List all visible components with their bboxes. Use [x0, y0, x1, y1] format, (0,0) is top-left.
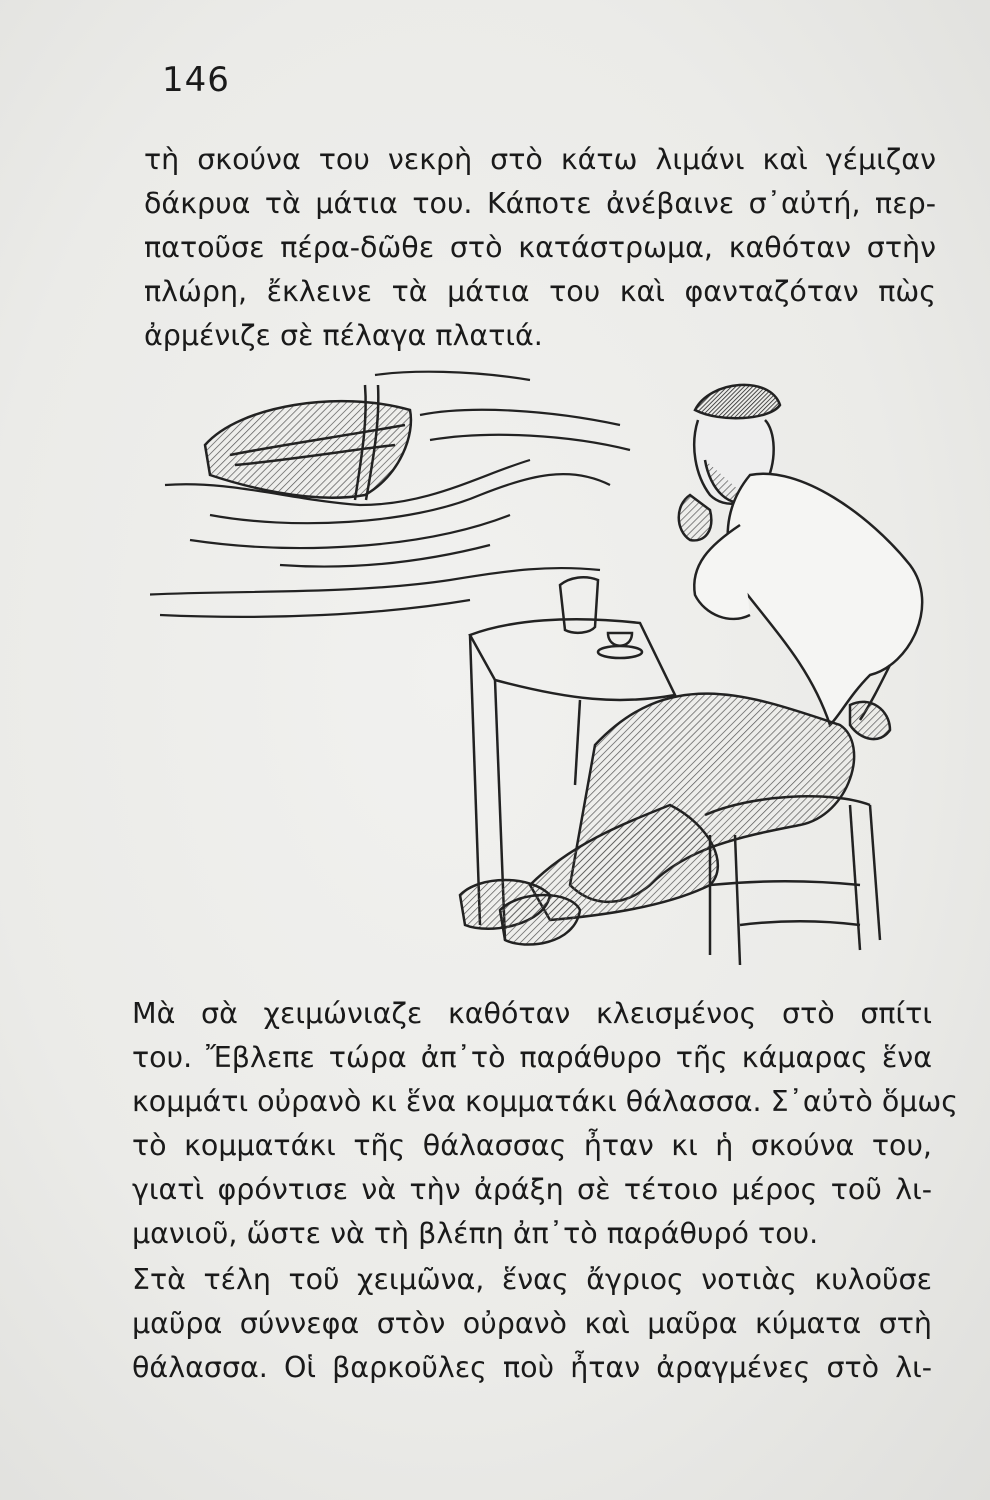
text-line: κομμάτι οὐρανὸ κι ἕνα κομματάκι θάλασσα. Σ᾿αὐτὸ ὅμως	[132, 1085, 959, 1118]
text-line: πατοῦσε πέρα-δῶθε στὸ κατάστρωμα, καθόταν στὴν	[144, 231, 936, 264]
illustration-old-sailor	[150, 365, 950, 975]
text-line: ἀρμένιζε σὲ πέλαγα πλατιά.	[144, 319, 543, 352]
text-line: μανιοῦ, ὥστε νὰ τὴ βλέπη ἀπ᾿τὸ παράθυρό του.	[132, 1217, 819, 1250]
text-line: Μὰ σὰ χειμώνιαζε καθόταν κλεισμένος στὸ σπίτι	[132, 997, 932, 1030]
paragraph-top	[144, 138, 936, 358]
text-line: δάκρυα τὰ μάτια του. Κάποτε ἀνέβαινε σ᾿αὐτή, περ-	[144, 187, 936, 220]
text-line: τὸ κομματάκι τῆς θάλασσας ἦταν κι ἡ σκούνα του,	[132, 1129, 932, 1162]
text-line: τὴ σκούνα του νεκρὴ στὸ κάτω λιμάνι καὶ γέμιζαν	[144, 143, 936, 176]
text-line: του. Ἔβλεπε τώρα ἀπ᾿τὸ παράθυρο τῆς κάμαρας ἕνα	[132, 1041, 932, 1074]
text-line: πλώρη, ἔκλεινε τὰ μάτια του καὶ φανταζόταν πὼς	[144, 275, 936, 308]
text-line: θάλασσα. Οἱ βαρκοῦλες ποὺ ἦταν ἀραγμένες στὸ λι-	[132, 1351, 932, 1384]
text-line: μαῦρα σύννεφα στὸν οὐρανὸ καὶ μαῦρα κύματα στὴ	[132, 1307, 932, 1340]
paragraph-bottom	[132, 1258, 932, 1390]
text-line: Στὰ τέλη τοῦ χειμῶνα, ἕνας ἄγριος νοτιὰς κυλοῦσε	[132, 1263, 932, 1296]
text-line: γιατὶ φρόντισε νὰ τὴν ἀράξη σὲ τέτοιο μέρος τοῦ λι-	[132, 1173, 932, 1206]
boat-drawing	[205, 385, 411, 500]
paragraph-middle	[132, 992, 959, 1256]
page-number: 146	[162, 60, 230, 100]
